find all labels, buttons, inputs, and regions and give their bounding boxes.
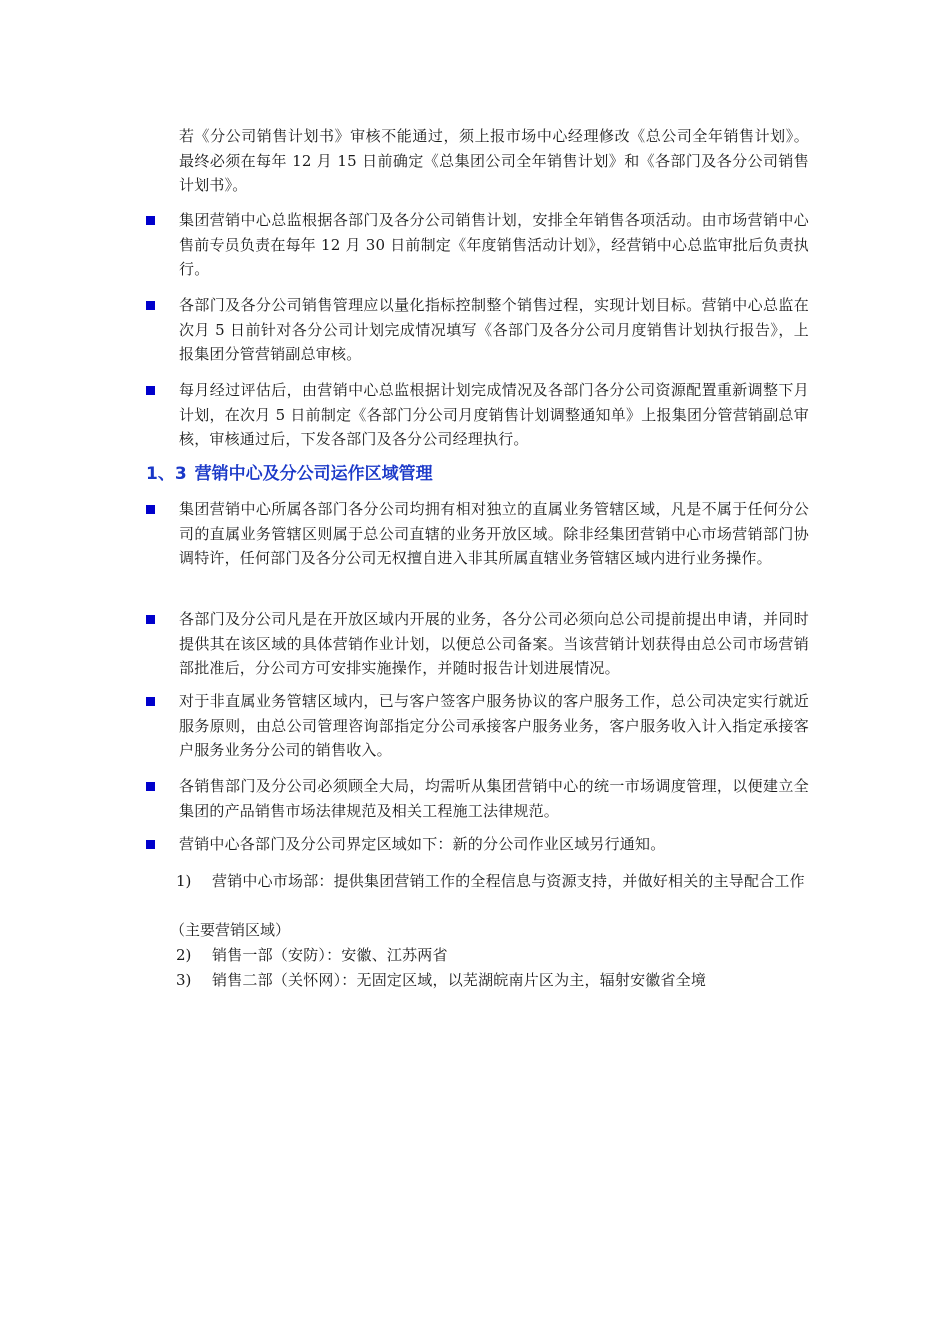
square-bullet-icon [146, 301, 155, 310]
sub-item-text: 销售一部（安防）：安徽、江苏两省 [212, 946, 448, 964]
square-bullet-icon [146, 216, 155, 225]
square-bullet-icon [146, 615, 155, 624]
list-item: 各销售部门及分公司必须顾全大局，均需听从集团营销中心的统一市场调度管理，以便建立全集团的产品销售市场法律规范及相关工程施工法律规范。 [179, 777, 809, 820]
sub-note: （主要营销区域） [170, 921, 291, 939]
section-title: 营销中心及分公司运作区域管理 [194, 464, 433, 484]
list-item: 集团营销中心所属各部门各分公司均拥有相对独立的直属业务管辖区域，凡是不属于任何分公司的直属业务管辖区则属于总公司直辖的业务开放区域。除非经集团营销中心市场营销部门协调特许，任何部门及各分公司无权擅自进入非其所属直辖业务管辖区域内进行业务操作。 [179, 500, 809, 567]
sub-item-text: 营销中心市场部：提供集团营销工作的全程信息与资源支持，并做好相关的主导配合工作 [212, 872, 805, 890]
intro-paragraph: 若《分公司销售计划书》审核不能通过，须上报市场中心经理修改《总公司全年销售计划》。最终必须在每年 12 月 15 日前确定《总集团公司全年销售计划》和《各部门及各分公司销售计划书》。 [179, 127, 809, 194]
list-item: 各部门及各分公司销售管理应以量化指标控制整个销售过程，实现计划目标。营销中心总监在次月 5 日前针对各分公司计划完成情况填写《各部门及各分公司月度销售计划执行报告》，上报集团分管营销副总审核。 [179, 296, 809, 363]
square-bullet-icon [146, 386, 155, 395]
sub-item-text: 销售二部（关怀网）：无固定区域，以芜湖皖南片区为主，辐射安徽省全境 [212, 971, 707, 989]
list-item: 各部门及分公司凡是在开放区域内开展的业务，各分公司必须向总公司提前提出申请，并同时提供其在该区域的具体营销作业计划，以便总公司备案。当该营销计划获得由总公司市场营销部批准后，分公司方可安排实施操作，并随时报告计划进展情况。 [179, 610, 809, 677]
list-item: 集团营销中心总监根据各部门及各分公司销售计划，安排全年销售各项活动。由市场营销中心售前专员负责在每年 12 月 30 日前制定《年度销售活动计划》，经营销中心总监审批后负责执行。 [179, 211, 809, 278]
list-item: 营销中心各部门及分公司界定区域如下：新的分公司作业区域另行通知。 [179, 835, 666, 853]
square-bullet-icon [146, 697, 155, 706]
sub-item-number: 3) [176, 971, 192, 989]
list-item: 每月经过评估后，由营销中心总监根据计划完成情况及各部门各分公司资源配置重新调整下月计划，在次月 5 日前制定《各部门分公司月度销售计划调整通知单》上报集团分管营销副总审核，审核通过后，下发各部门及各分公司经理执行。 [179, 381, 809, 448]
sub-item-number: 1) [176, 872, 192, 890]
section-number: 1、3 [146, 464, 187, 484]
sub-item-number: 2) [176, 946, 192, 964]
square-bullet-icon [146, 840, 155, 849]
list-item: 对于非直属业务管辖区域内，已与客户签客户服务协议的客户服务工作，总公司决定实行就近服务原则，由总公司管理咨询部指定分公司承接客户服务业务，客户服务收入计入指定承接客户服务业务分公司的销售收入。 [179, 692, 809, 759]
section-heading [146, 460, 433, 488]
square-bullet-icon [146, 782, 155, 791]
square-bullet-icon [146, 505, 155, 514]
